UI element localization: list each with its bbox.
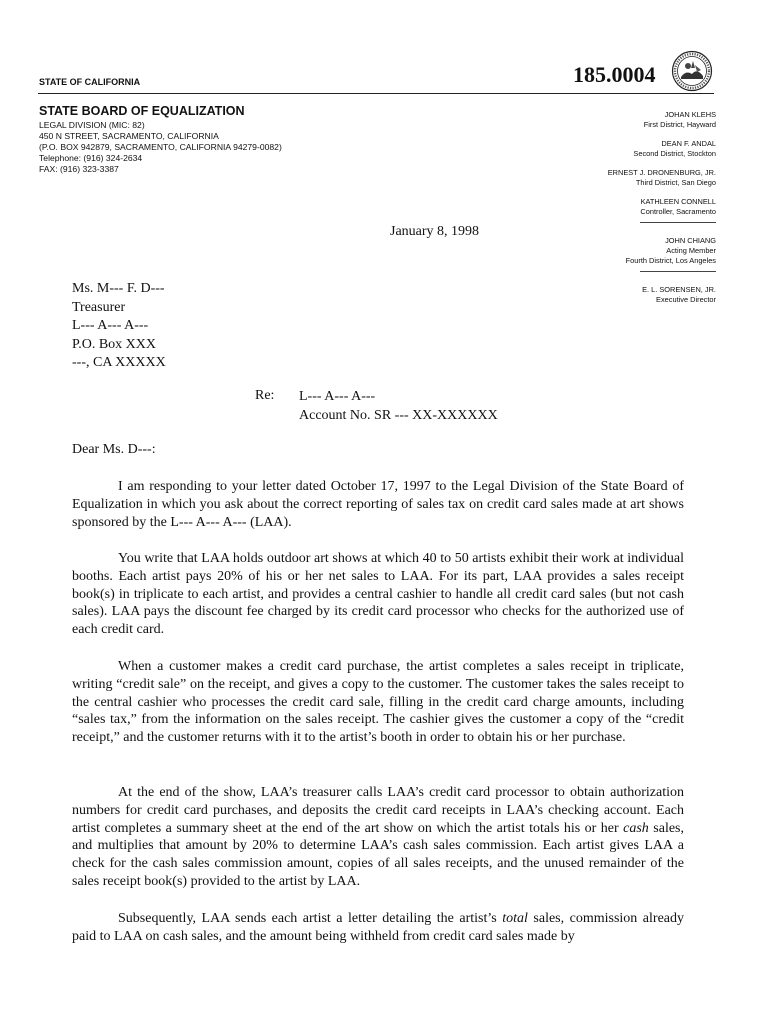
member-title: First District, Hayward [643,120,716,129]
member-name: ERNEST J. DRONENBURG, JR. [607,168,716,177]
member-entry [486,168,716,188]
paragraph-text: sales, and multiplies that amount by 20% to determine LAA’s cash sales commission. Each artist gives LAA a check for the cash sales commission amount, copies of all sales receipts, and the unused remainder of the sales receipt book(s) provided to the artist by LAA. [72,820,684,889]
address-line: 450 N STREET, SACRAMENTO, CALIFORNIA [39,131,219,141]
member-title: Fourth District, Los Angeles [625,256,716,265]
member-entry [486,197,716,227]
board-members [486,110,716,314]
member-name: E. L. SORENSEN, JR. [642,285,716,294]
body-paragraph [72,784,684,891]
re-block [299,388,498,425]
emphasis-text: total [502,911,528,926]
member-entry [486,110,716,130]
agency-name: STATE BOARD OF EQUALIZATION [39,104,245,118]
state-label: STATE OF CALIFORNIA [39,77,141,87]
re-account: Account No. SR --- XX-XXXXXX [299,407,498,423]
member-title: Controller, Sacramento [640,207,716,216]
member-name: JOHN CHIANG [665,236,716,245]
recipient-block [72,280,166,373]
agency-address [39,120,282,175]
body-paragraph [72,910,684,946]
letter-date: January 8, 1998 [390,224,480,239]
body-paragraph: When a customer makes a credit card purchase, the artist completes a sales receipt in triplicate, writing “credit sale” on the receipt, and gives a copy to the customer. The customer takes the sales receipt to the central cashier who processes the credit card sale, filling in the credit card charge amounts, including “sales tax,” from the information on the sales receipt. The cashier gives the customer a copy of the “credit receipt,” and the customer returns with it to the artist’s booth in order to obtain his or her purchase. [72,659,684,746]
paragraph-text: Subsequently, LAA sends each artist a letter detailing the artist’s [118,911,503,926]
member-title: Acting Member [666,246,716,255]
member-title: Executive Director [656,295,716,304]
member-title: Third District, San Diego [635,178,716,187]
member-title: Second District, Stockton [633,149,716,158]
recipient-city: ---, CA XXXXX [72,355,166,370]
member-entry [486,285,716,305]
member-separator [640,271,716,272]
member-name: DEAN F. ANDAL [661,139,716,148]
member-separator [640,222,716,223]
recipient-name: Ms. M--- F. D--- [72,281,165,296]
header-rule [38,93,714,94]
member-name: KATHLEEN CONNELL [640,197,716,206]
member-name: JOHAN KLEHS [664,110,716,119]
telephone: Telephone: (916) 324-2634 [39,153,143,163]
state-seal-icon [671,50,713,92]
address-line: LEGAL DIVISION (MIC: 82) [39,120,145,130]
member-entry [486,139,716,159]
salutation: Dear Ms. D---: [72,442,156,457]
document-number: 185.0004 [573,62,656,87]
recipient-organization: L--- A--- A--- [72,318,149,333]
recipient-po-box: P.O. Box XXX [72,336,157,352]
paragraph-text: At the end of the show, LAA’s treasurer calls LAA’s credit card processor to obtain authorization numbers for credit card purchases, and deposits the credit card receipts in LAA’s checking account. Each artist completes a summary sheet at the end of the art show on which the artist totals his or her [72,785,684,836]
re-organization: L--- A--- A--- [299,389,376,404]
address-line: (P.O. BOX 942879, SACRAMENTO, CALIFORNIA 94279-0082) [39,142,282,152]
re-label: Re: [255,388,275,403]
emphasis-text: cash [623,820,649,836]
member-entry [486,236,716,276]
body-paragraph: You write that LAA holds outdoor art shows at which 40 to 50 artists exhibit their work at individual booths. Each artist pays 20% of his or her net sales to LAA. For its part, LAA provides a sales receipt book(s) in triplicate to each artist, and provides a central cashier to handle all credit card sales (but not cash sales). LAA pays the discount fee charged by its credit card processor who checks for the authorized use of each credit card. [72,551,684,638]
paragraph-text: sales, commission already paid to LAA on cash sales, and the amount being withheld from credit card sales made by [72,911,685,944]
fax: FAX: (916) 323-3387 [39,164,119,174]
body-paragraph: I am responding to your letter dated October 17, 1997 to the Legal Division of the State Board of Equalization in which you ask about the correct reporting of sales tax on credit card sales made at art shows sponsored by the L--- A--- A--- (LAA). [72,479,684,530]
recipient-title: Treasurer [72,299,126,315]
